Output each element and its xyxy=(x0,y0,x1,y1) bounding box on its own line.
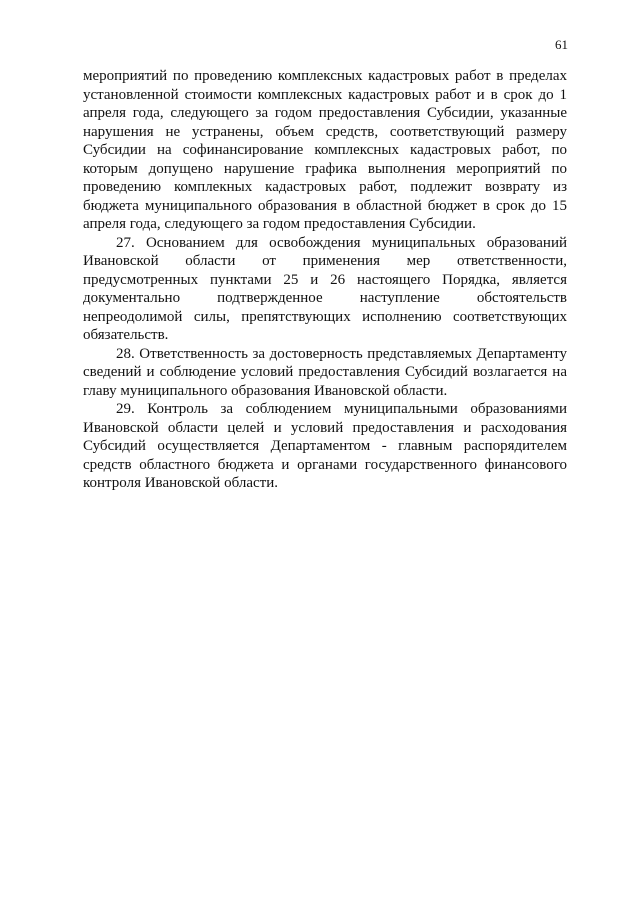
paragraph-29: 29. Контроль за соблюдением муниципальными образованиями Ивановской области целей и условий предоставления и расходования Субсидий осуществляется Департаментом - главным распорядителем средств областного бюджета и органами государственного финансового контроля Ивановской области. xyxy=(83,401,567,491)
paragraph-continuation: мероприятий по проведению комплексных кадастровых работ в пределах установленной стоимости комплексных кадастровых работ и в срок до 1 апреля года, следующего за годом предоставления Субсидии, указанные нарушения не устранены, объем средств, соответствующий размеру Субсидии на софинансирование комплексных кадастровых работ, по которым допущено нарушение графика выполнения мероприятий по проведению комплекных кадастровых работ, подлежит возврату из бюджета муниципального образования в областной бюджет в срок до 15 апреля года, следующего за годом предоставления Субсидии. xyxy=(83,68,567,232)
page-number: 61 xyxy=(555,37,568,52)
paragraph-27: 27. Основанием для освобождения муниципальных образований Ивановской области от применения мер ответственности, предусмотренных пунктами 25 и 26 настоящего Порядка, является документально подтвержденное наступление обстоятельств непреодолимой силы, препятствующих исполнению соответствующих обязательств. xyxy=(83,234,567,343)
document-body xyxy=(83,67,567,493)
paragraph-28: 28. Ответственность за достоверность представляемых Департаменту сведений и соблюдение условий предоставления Субсидий возлагается на главу муниципального образования Ивановской области. xyxy=(83,345,567,399)
